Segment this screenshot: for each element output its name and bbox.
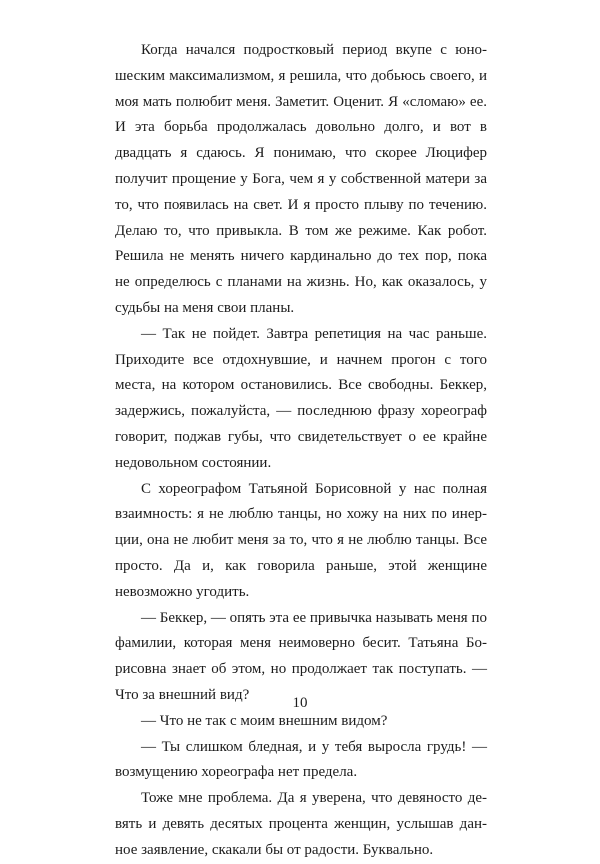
page-number: 10	[292, 695, 308, 711]
paragraph-5: — Что не так с моим внешним видом?	[141, 712, 388, 729]
paragraph-1: Когда начался подростковый период вкупе с юношеским максимализмом, я решила, что добьюсь своего, и моя мать полюбит меня. Заметит. Оценит. Я «сломаю» ее. И эта борьба продолжалась довольно долго, и вот в двадцать я сдаюсь. Я понимаю, что скорее Люцифер получит прощение у Бога, чем я у собственной матери за то, что появилась на свет. И я просто плыву по течению. Делаю то, что привыкла. В том же режиме. Как робот. Решила не менять ничего кардинально до тех пор, пока не определюсь с планами на жизнь. Но, как оказалось, у судьбы на меня свои планы.	[115, 42, 487, 316]
paragraph-3: С хореографом Татьяной Борисовной у нас полная взаимность: я не люблю танцы, но хожу на них по инерции, она не любит меня за то, что я не люблю танцы. Все просто. Да и, как говорила раньше, этой женщине невозможно угодить.	[115, 480, 487, 600]
paragraph-2: — Так не пойдет. Завтра репетиция на час раньше. Приходите все отдохнувшие, и начнем прогон с того места, на котором остановились. Все свободны. Беккер, задержись, пожалуйста, — последнюю фразу хореограф говорит, поджав губы, что свидетельствует о ее крайне недовольном состоянии.	[115, 325, 487, 471]
page-body	[115, 38, 487, 864]
paragraph-4: — Беккер, — опять эта ее привычка называть меня по фамилии, которая меня неимоверно бесит. Татьяна Борисовна знает об этом, но продолжает так поступать. — Что за внешний вид?	[115, 609, 487, 703]
paragraph-6: — Ты слишком бледная, и у тебя выросла грудь! — возмущению хореографа нет предела.	[115, 738, 487, 781]
paragraph-7: Тоже мне проблема. Да я уверена, что девяносто девять и девять десятых процента женщин, услышав данное заявление, скакали бы от радости. Буквально.	[115, 790, 487, 858]
